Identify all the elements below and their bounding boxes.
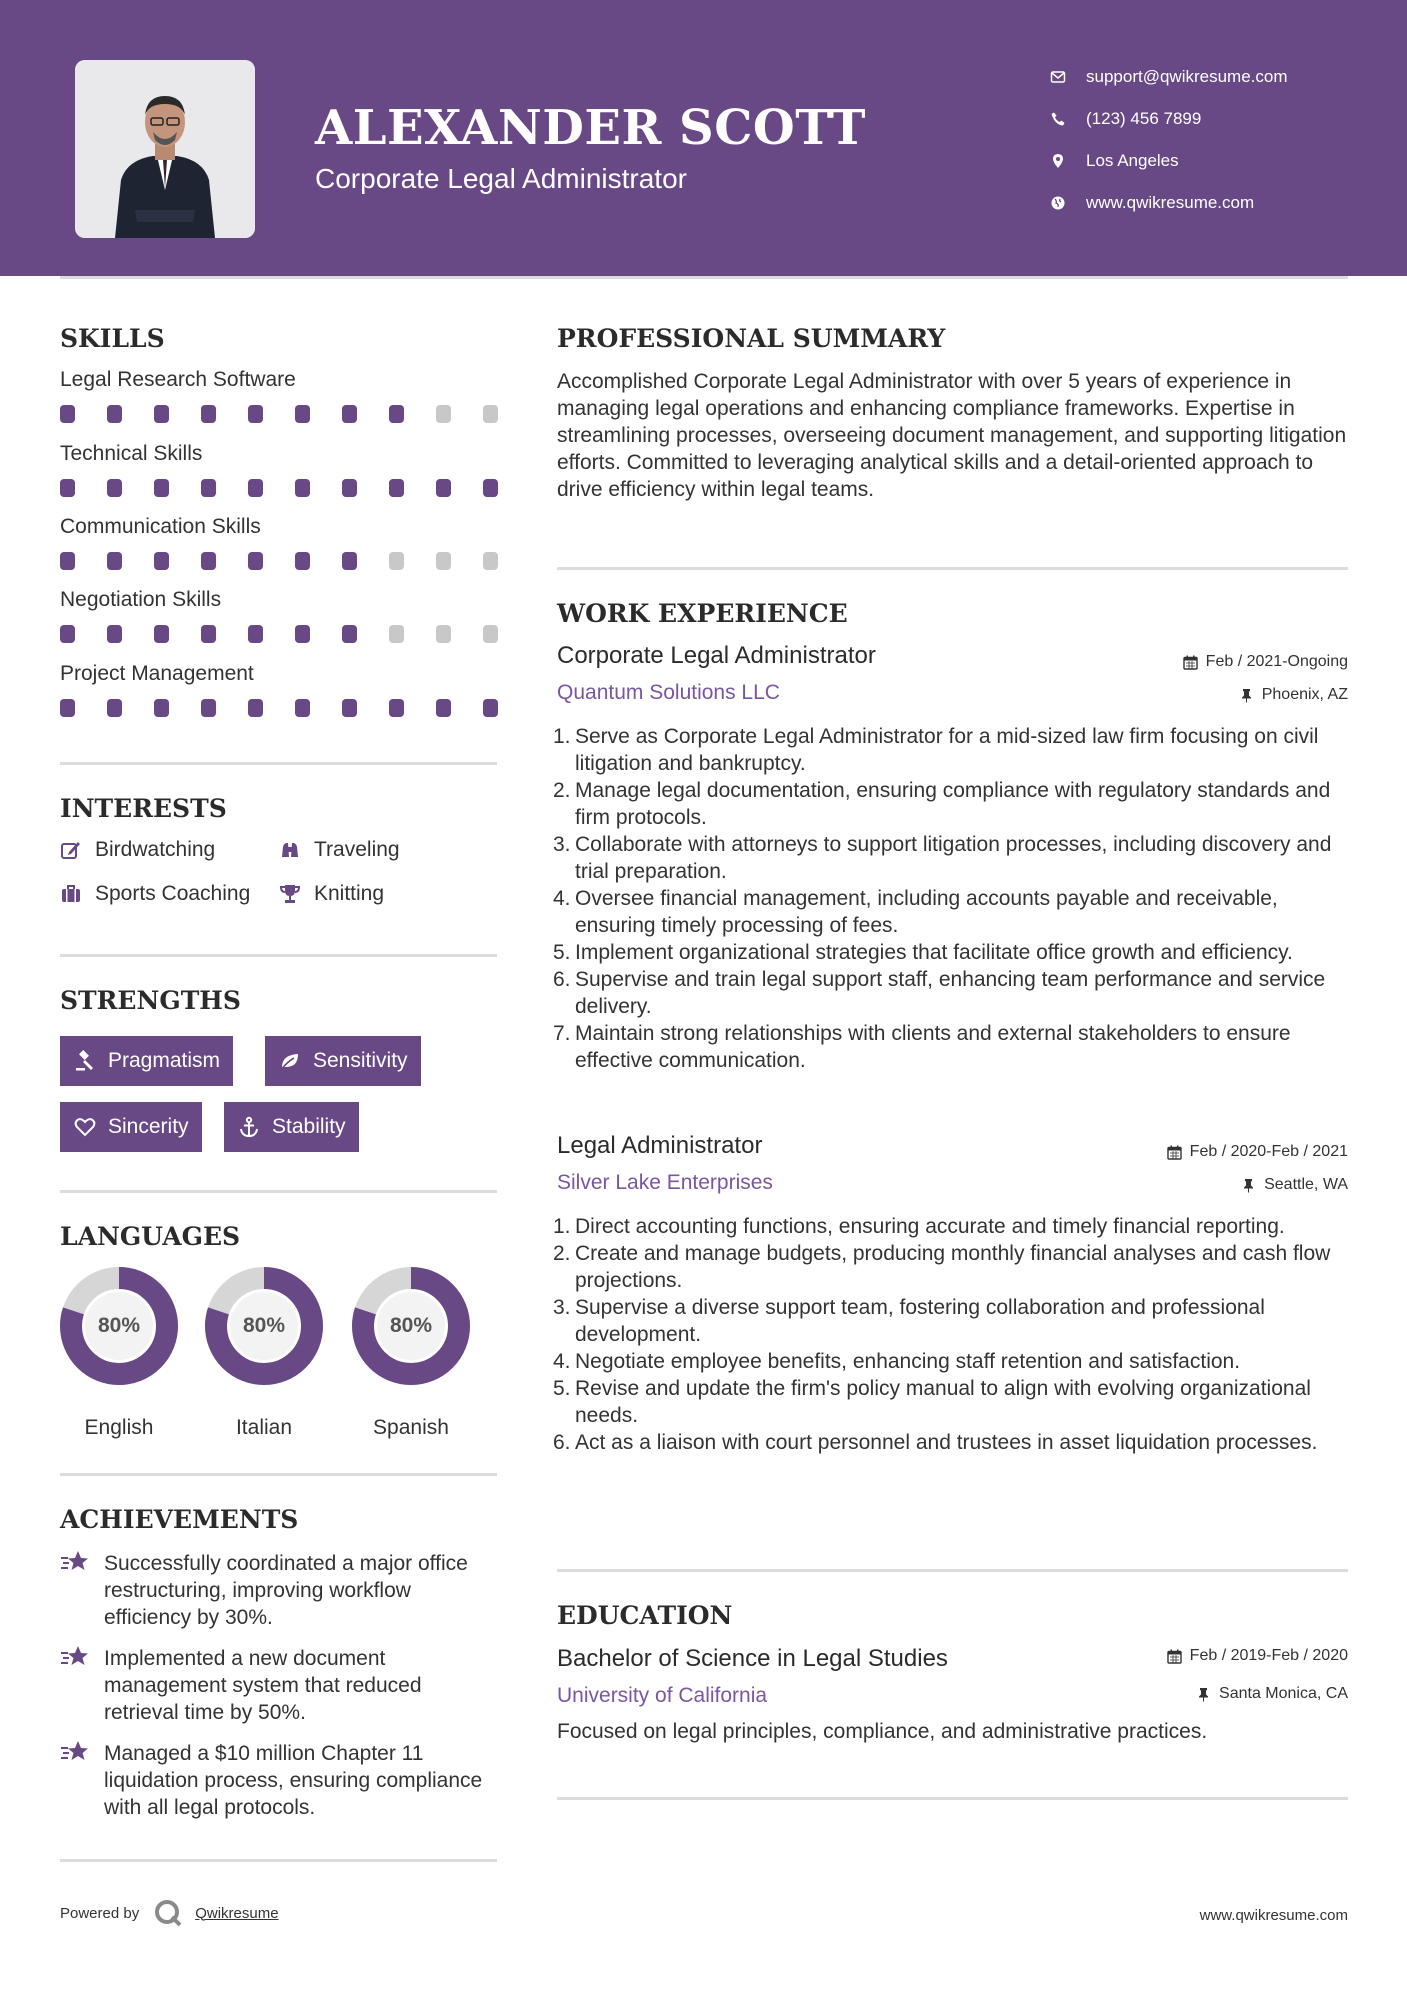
skill-dot-filled [248,625,263,643]
skill-dot-filled [201,405,216,423]
skill-dot-filled [107,552,122,570]
pushpin-icon [1241,1178,1256,1193]
strength-label: Stability [272,1115,346,1138]
section-divider [557,1569,1348,1572]
skill-dot-filled [60,625,75,643]
skill-dot-filled [295,552,310,570]
section-divider [60,1190,497,1193]
skill-dot-filled [60,552,75,570]
strength-label: Sensitivity [313,1049,408,1072]
strength-tag [60,1102,202,1152]
skill-dot-filled [436,479,451,497]
job-duty [553,1348,1357,1375]
job-duty [553,939,1357,966]
footer-powered-by [60,1898,279,1928]
skill-label: Technical Skills [60,442,203,465]
interest-label: Birdwatching [95,838,216,861]
duty-number: 6. [553,968,571,991]
binoculars-icon [279,839,301,861]
skill-dot-filled [295,479,310,497]
duty-text: Revise and update the firm's policy manual to align with evolving organizational needs. [575,1377,1311,1427]
duty-text: Maintain strong relationships with clients and external stakeholders to ensure effective communication. [575,1022,1291,1072]
contact-list [1050,56,1288,224]
skill-dot-filled [107,479,122,497]
job-location [1241,1176,1348,1194]
skill-rating [60,405,498,423]
education-heading: EDUCATION [557,1601,733,1630]
globe-icon [1050,195,1066,211]
job-duty [553,831,1357,885]
skill-dot-filled [342,479,357,497]
brand-link[interactable]: Qwikresume [195,1904,279,1922]
interest-item [279,882,384,906]
strength-tag [265,1036,421,1086]
job-dates-text: Feb / 2020-Feb / 2021 [1189,1143,1348,1160]
education-location [1196,1685,1348,1703]
star-badge-icon [60,1738,92,1766]
envelope-icon [1050,69,1066,85]
skill-dot-filled [154,625,169,643]
job-location-text: Phoenix, AZ [1261,686,1348,703]
summary-text: Accomplished Corporate Legal Administrator with over 5 years of experience in managing legal operations and enhancing compliance frameworks. Expertise in streamlining processes, overseeing document management, and supporting litigation efforts. Committed to leveraging analytical skills and a detail-oriented approach to drive efficiency within legal teams. [557,370,1347,501]
skill-dot-filled [201,552,216,570]
section-divider [60,1859,497,1862]
skill-dot-filled [60,405,75,423]
achievement-item [60,1645,500,1726]
contact-location [1050,140,1288,182]
job-title: Corporate Legal Administrator [557,642,876,669]
skill-dot-filled [60,699,75,717]
duty-number: 5. [553,941,571,964]
qwikresume-logo-icon [153,1898,183,1928]
language-name: English [84,1416,154,1439]
skill-dot-empty [389,625,404,643]
duty-text: Manage legal documentation, ensuring compliance with regulatory standards and firm protocols. [575,779,1331,829]
skill-dot-filled [248,479,263,497]
job-duty [553,777,1357,831]
duty-text: Implement organizational strategies that facilitate office growth and efficiency. [575,941,1293,964]
skill-dot-empty [389,552,404,570]
skill-dot-filled [342,625,357,643]
contact-website-text: www.qwikresume.com [1086,193,1255,212]
language-name: Italian [235,1416,293,1439]
skill-rating [60,699,498,717]
duty-text: Create and manage budgets, producing monthly financial analyses and cash flow projections. [575,1242,1331,1292]
contact-location-text: Los Angeles [1086,151,1179,170]
star-badge-icon [60,1548,92,1576]
achievement-text: Managed a $10 million Chapter 11 liquidation process, ensuring compliance with all legal protocols. [104,1742,483,1819]
leaf-icon [279,1050,301,1072]
skill-dot-filled [248,699,263,717]
calendar-icon [1167,1649,1182,1664]
section-divider [60,762,497,765]
section-divider [60,954,497,957]
header-divider [60,276,1348,279]
skill-dot-filled [154,405,169,423]
job-duty [553,723,1357,777]
contact-phone-text: (123) 456 7899 [1086,109,1202,128]
skill-dot-empty [483,405,498,423]
skill-dot-filled [154,699,169,717]
job-dates-text: Feb / 2021-Ongoing [1205,653,1348,670]
skills-heading: SKILLS [60,324,165,353]
duty-number: 2. [553,1242,571,1265]
skill-dot-filled [201,699,216,717]
skill-dot-filled [107,405,122,423]
language-percent: 80% [97,1314,141,1337]
candidate-name: ALEXANDER SCOTT [315,100,866,156]
company-name: Quantum Solutions LLC [557,681,780,704]
briefcase-icon [60,883,82,905]
map-pin-icon [1050,153,1066,169]
skill-dot-filled [248,405,263,423]
language-percent: 80% [242,1314,286,1337]
strengths-heading: STRENGTHS [60,986,241,1015]
skill-dot-filled [295,405,310,423]
skill-dot-filled [342,552,357,570]
star-badge-icon [60,1643,92,1671]
language-item [57,1264,181,1439]
skill-dot-empty [436,625,451,643]
pushpin-icon [1239,688,1254,703]
achievement-item [60,1550,500,1631]
skill-dot-filled [201,625,216,643]
interest-label: Knitting [314,882,385,905]
job-duty [553,1240,1357,1294]
job-duty [553,1294,1357,1348]
duty-text: Supervise and train legal support staff, enhancing team performance and service delivery. [575,968,1326,1018]
duty-number: 4. [553,1350,571,1373]
languages-heading: LANGUAGES [60,1222,241,1251]
duty-number: 3. [553,833,571,856]
duty-text: Act as a liaison with court personnel and trustees in asset liquidation processes. [575,1431,1318,1454]
skill-dot-empty [436,405,451,423]
job-location [1239,686,1348,704]
education-dates [1167,1647,1348,1665]
gavel-icon [74,1050,96,1072]
job-dates [1183,653,1348,671]
strength-tag [60,1036,233,1086]
heart-icon [74,1116,96,1138]
skill-label: Legal Research Software [60,368,296,391]
strength-label: Sincerity [108,1115,189,1138]
skill-dot-filled [248,552,263,570]
skill-dot-filled [342,405,357,423]
section-divider [557,567,1348,570]
skill-dot-filled [107,625,122,643]
job-duty [553,1020,1357,1074]
skill-dot-empty [436,552,451,570]
footer-website[interactable]: www.qwikresume.com [1199,1907,1348,1924]
skill-dot-filled [107,699,122,717]
interest-item [60,838,215,862]
skill-dot-filled [201,479,216,497]
job-duty [553,1375,1357,1429]
skill-dot-filled [389,479,404,497]
summary-heading: PROFESSIONAL SUMMARY [557,324,946,353]
language-item [202,1264,326,1439]
achievement-text: Implemented a new document management system that reduced retrieval time by 50%. [104,1647,422,1724]
duty-number: 1. [553,1215,571,1238]
interest-label: Traveling [314,838,400,861]
job-duties [553,723,1357,1074]
experience-heading: WORK EXPERIENCE [557,599,848,628]
job-title: Legal Administrator [557,1132,763,1159]
duty-text: Oversee financial management, including accounts payable and receivable, ensuring timely processing of fees. [575,887,1278,937]
education-location-text: Santa Monica, CA [1219,1685,1348,1702]
phone-icon [1050,111,1066,127]
job-dates [1167,1143,1348,1161]
skill-rating [60,479,498,497]
language-item [349,1264,473,1439]
strength-label: Pragmatism [108,1049,221,1072]
achievement-text: Successfully coordinated a major office restructuring, improving workflow efficiency by 30%. [104,1552,468,1629]
skill-dot-filled [295,625,310,643]
calendar-icon [1183,655,1198,670]
duty-number: 4. [553,887,571,910]
interests-heading: INTERESTS [60,794,227,823]
skill-label: Communication Skills [60,515,261,538]
candidate-title: Corporate Legal Administrator [315,163,687,194]
contact-email[interactable] [1050,56,1288,98]
skill-dot-filled [342,699,357,717]
duty-text: Collaborate with attorneys to support litigation processes, including discovery and trial preparation. [575,833,1332,883]
duty-number: 2. [553,779,571,802]
achievements-heading: ACHIEVEMENTS [60,1505,299,1534]
powered-by-label: Powered by [60,1904,140,1922]
calendar-icon [1167,1145,1182,1160]
job-duty [553,1213,1357,1240]
strength-tag [224,1102,359,1152]
skill-dot-filled [436,699,451,717]
skill-dot-empty [483,552,498,570]
job-duty [553,966,1357,1020]
company-name: Silver Lake Enterprises [557,1171,773,1194]
skill-dot-filled [295,699,310,717]
duty-number: 7. [553,1022,571,1045]
education-description: Focused on legal principles, compliance, and administrative practices. [557,1720,1208,1743]
skill-dot-filled [389,405,404,423]
contact-website[interactable] [1050,182,1288,224]
edit-icon [60,839,82,861]
language-percent: 80% [389,1314,433,1337]
trophy-icon [279,883,301,905]
education-dates-text: Feb / 2019-Feb / 2020 [1189,1647,1348,1664]
interest-label: Sports Coaching [95,882,251,905]
skill-label: Project Management [60,662,254,685]
duty-text: Supervise a diverse support team, fostering collaboration and professional development. [575,1296,1265,1346]
duty-number: 5. [553,1377,571,1400]
section-divider [60,1473,497,1476]
job-duty [553,1429,1357,1456]
skill-label: Negotiation Skills [60,588,222,611]
pushpin-icon [1196,1687,1211,1702]
language-name: Spanish [373,1416,449,1439]
achievement-item [60,1740,500,1821]
section-divider [557,1797,1348,1800]
job-location-text: Seattle, WA [1264,1176,1348,1193]
skill-dot-empty [483,625,498,643]
resume-header [0,0,1407,276]
duty-text: Serve as Corporate Legal Administrator for a mid-sized law firm focusing on civil litigation and bankruptcy. [575,725,1319,775]
duty-number: 6. [553,1431,571,1454]
interest-item [60,882,250,906]
duty-text: Negotiate employee benefits, enhancing staff retention and satisfaction. [575,1350,1241,1373]
duty-number: 1. [553,725,571,748]
contact-email-text: support@qwikresume.com [1086,67,1288,86]
job-duty [553,885,1357,939]
skill-rating [60,552,498,570]
contact-phone[interactable] [1050,98,1288,140]
skill-dot-filled [60,479,75,497]
profile-photo [75,60,255,238]
duty-number: 3. [553,1296,571,1319]
duty-text: Direct accounting functions, ensuring accurate and timely financial reporting. [575,1215,1285,1238]
skill-dot-filled [154,479,169,497]
interest-item [279,838,400,862]
skill-dot-filled [154,552,169,570]
degree-title: Bachelor of Science in Legal Studies [557,1645,948,1672]
skill-dot-filled [389,699,404,717]
skill-dot-filled [483,479,498,497]
job-duties [553,1213,1357,1456]
school-name: University of California [557,1684,768,1707]
anchor-icon [238,1116,260,1138]
skill-rating [60,625,498,643]
skill-dot-filled [483,699,498,717]
